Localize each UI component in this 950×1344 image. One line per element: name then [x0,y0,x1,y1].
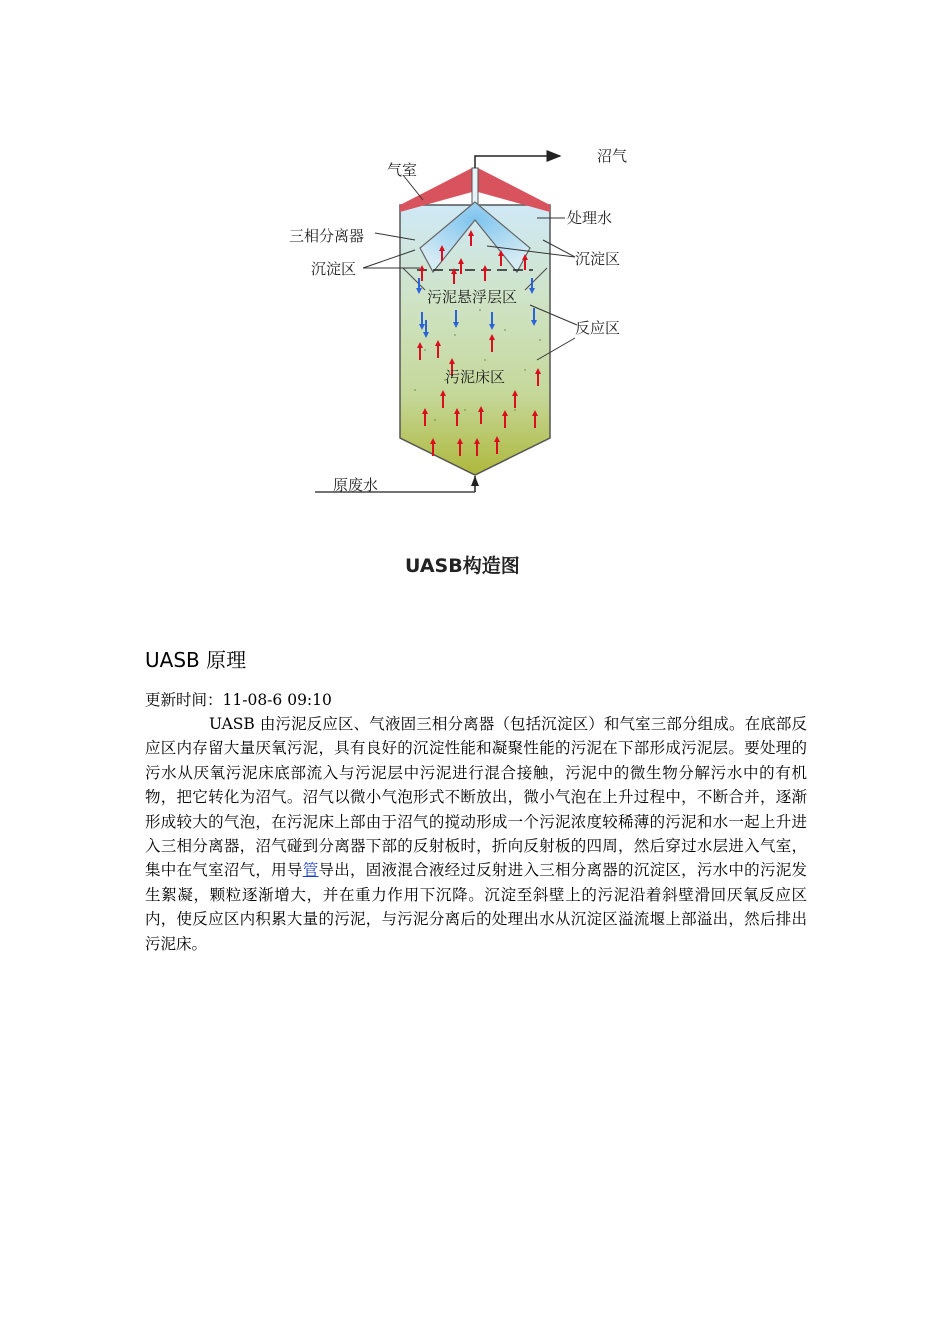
label-three-phase-separator: 三相分离器 [289,227,365,245]
label-sludge-suspended-layer: 污泥悬浮层区 [427,288,518,306]
figure-caption: UASB构造图 [405,555,520,577]
article-body [145,712,807,956]
update-time: 更新时间：11-08-6 09:10 [145,691,332,709]
uasb-diagram [275,120,675,590]
article-title: UASB 原理 [145,648,247,672]
label-treated-water: 处理水 [567,209,613,227]
label-sludge-bed: 污泥床区 [445,368,506,386]
label-biogas: 沼气 [597,147,628,165]
label-raw-wastewater: 原废水 [333,476,379,494]
label-settling-zone-left: 沉淀区 [311,260,357,278]
pipe-link[interactable]: 管 [302,861,319,880]
label-settling-zone-right: 沉淀区 [575,250,621,268]
label-gas-chamber: 气室 [387,161,418,179]
body-text-part-2: 导出，固液混合液经过反射进入三相分离器的沉淀区，污水中的污泥发生絮凝，颗粒逐渐增大，并在重力作用下沉降。沉淀至斜壁上的污泥沿着斜壁滑回厌氧反应区内，使反应区内积累大量的污泥，与污泥分离后的处理出水从沉淀区溢流堰上部溢出，然后排出污泥床。 [145,861,807,953]
label-reaction-zone: 反应区 [575,319,621,337]
body-text-part-1: UASB 由污泥反应区、气液固三相分离器（包括沉淀区）和气室三部分组成。在底部反应区内存留大量厌氧污泥，具有良好的沉淀性能和凝聚性能的污泥在下部形成污泥层。要处理的污水从厌氧污泥床底部流入与污泥层中污泥进行混合接触，污泥中的微生物分解污水中的有机物，把它转化为沼气。沼气以微小气泡形式不断放出，微小气泡在上升过程中，不断合并，逐渐形成较大的气泡，在污泥床上部由于沼气的搅动形成一个污泥浓度较稀薄的污泥和水一起上升进入三相分离器，沼气碰到分离器下部的反射板时，折向反射板的四周，然后穿过水层进入气室，集中在气室沼气，用导 [145,715,807,880]
